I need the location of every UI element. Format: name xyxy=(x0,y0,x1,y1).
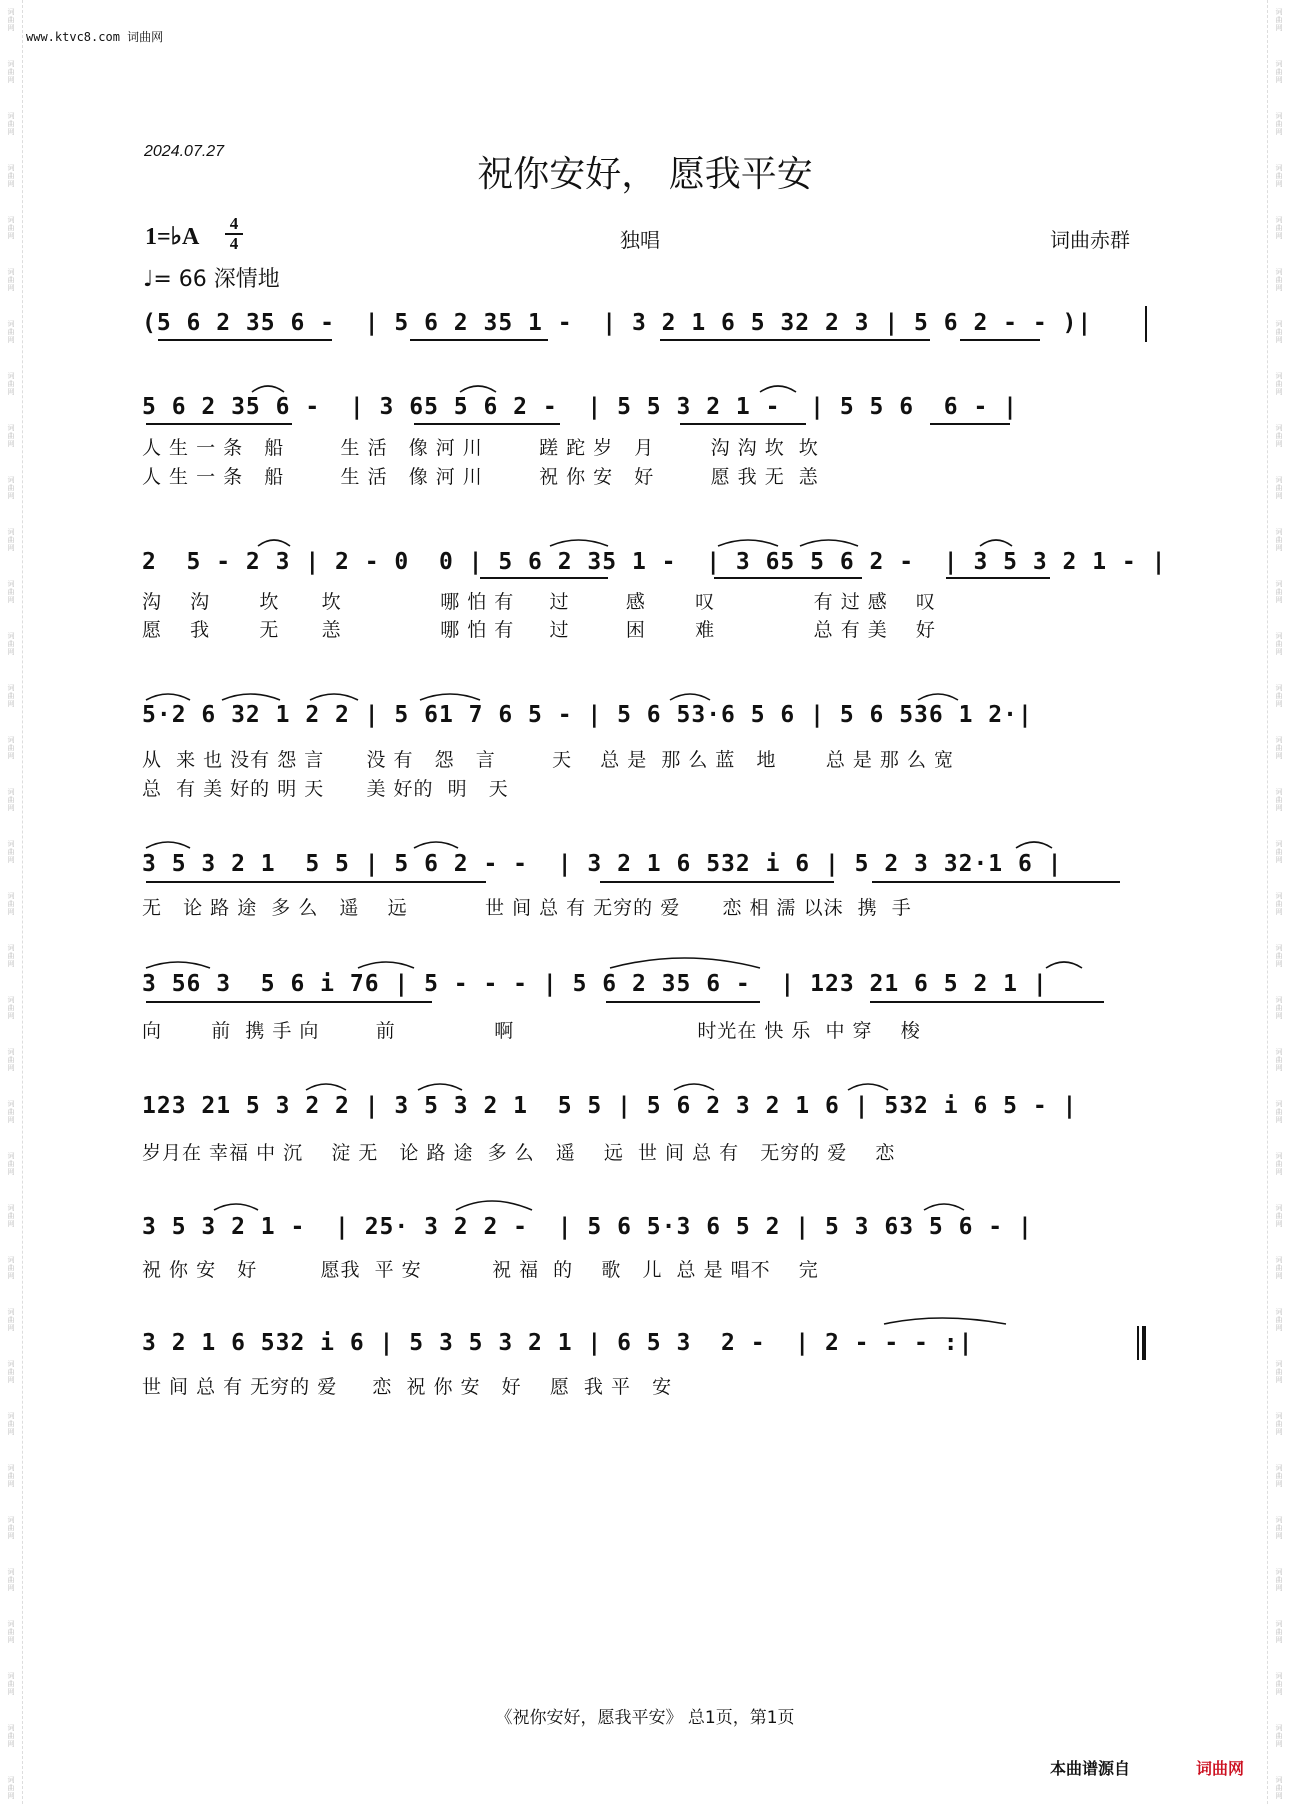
side-watermark-mark: 词 曲 网 xyxy=(7,1672,15,1696)
side-watermark-mark: 词 曲 网 xyxy=(7,372,15,396)
slur-mark xyxy=(550,540,608,546)
score-row-6-notes: 3 56 3 5 6 i 76 | 5 - - - | 5 6 2 35 6 - | 123 21 6 5 2 1 | xyxy=(142,971,1048,997)
score-row-4-notes: 5·2 6 32 1 2 2 | 5 61 7 6 5 - | 5 6 53·6 5 6 | 5 6 536 1 2·| xyxy=(142,702,1033,728)
side-watermark-mark: 词 曲 网 xyxy=(7,1308,15,1332)
page-footer: 《祝你安好，愿我平安》 总1页，第1页 xyxy=(495,1708,795,1728)
slur-mark xyxy=(460,386,496,392)
slur-mark xyxy=(420,694,480,700)
side-watermark-mark: 词 曲 网 xyxy=(7,1412,15,1436)
slur-mark xyxy=(214,1204,258,1210)
side-watermark-mark: 词 曲 网 xyxy=(7,684,15,708)
side-watermark-mark: 词 曲 网 xyxy=(7,216,15,240)
side-watermark-mark: 词 曲 网 xyxy=(7,580,15,604)
side-watermark-mark: 词 曲 网 xyxy=(7,892,15,916)
side-watermark-mark: 词 曲 网 xyxy=(1275,1412,1283,1436)
side-watermark-mark: 词 曲 网 xyxy=(1275,580,1283,604)
key-signature: 1=♭A xyxy=(145,224,200,250)
side-watermark-mark: 词 曲 网 xyxy=(1275,892,1283,916)
side-watermark-mark: 词 曲 网 xyxy=(7,736,15,760)
side-watermark-mark: 词 曲 网 xyxy=(7,1620,15,1644)
score-row-6-lyrics: 向 前 携 手 向 前 啊 时光在 快 乐 中 穿 梭 xyxy=(142,1020,921,1042)
slur-mark xyxy=(610,958,760,968)
side-watermark-mark: 词 曲 网 xyxy=(1275,1256,1283,1280)
side-watermark-mark: 词 曲 网 xyxy=(7,1464,15,1488)
side-watermark-mark: 词 曲 网 xyxy=(7,1724,15,1748)
score-row-7-lyrics: 岁月在 幸福 中 沉 淀 无 论 路 途 多 么 遥 远 世 间 总 有 无穷的 爱 恋 xyxy=(142,1142,896,1164)
slur-mark xyxy=(924,1204,964,1210)
time-signature-bottom: 4 xyxy=(229,234,239,253)
side-watermark-mark: 词 曲 网 xyxy=(1275,1776,1283,1800)
slur-mark xyxy=(718,540,778,546)
side-watermark-mark: 词 曲 网 xyxy=(7,424,15,448)
slur-mark xyxy=(918,694,958,700)
side-watermark-mark: 词 曲 网 xyxy=(1275,840,1283,864)
slur-mark xyxy=(146,842,190,848)
slur-mark xyxy=(670,694,710,700)
side-watermark-mark: 词 曲 网 xyxy=(7,944,15,968)
side-watermark-mark: 词 曲 网 xyxy=(1275,1360,1283,1384)
side-watermark-mark: 词 曲 网 xyxy=(7,8,15,32)
time-signature-top: 4 xyxy=(229,214,239,233)
slur-mark xyxy=(258,540,290,546)
side-watermark-mark: 词 曲 网 xyxy=(7,1152,15,1176)
side-watermark-mark: 词 曲 网 xyxy=(1275,164,1283,188)
performance-type: 独唱 xyxy=(620,228,660,252)
slur-mark xyxy=(456,1201,532,1210)
score-row-1-notes: (5 6 2 35 6 - | 5 6 2 35 1 - | 3 2 1 6 5 32 2 3 | 5 6 2 - - )| xyxy=(142,310,1093,336)
slur-mark xyxy=(306,1084,346,1090)
side-watermark-mark: 词 曲 网 xyxy=(1275,736,1283,760)
score-date: 2024.07.27 xyxy=(144,143,225,160)
slur-mark xyxy=(848,1084,888,1090)
source-url: www.ktvc8.com 词曲网 xyxy=(26,30,164,44)
score-row-7-notes: 123 21 5 3 2 2 | 3 5 3 2 1 5 5 | 5 6 2 3 2 1 6 | 532 i 6 5 - | xyxy=(142,1093,1078,1119)
side-watermark-mark: 词 曲 网 xyxy=(7,528,15,552)
side-watermark-mark: 词 曲 网 xyxy=(7,1256,15,1280)
score-row-5-notes: 3 5 3 2 1 5 5 | 5 6 2 - - | 3 2 1 6 532 i 6 | 5 2 3 32·1 6 | xyxy=(142,851,1063,877)
slur-mark xyxy=(418,1084,462,1090)
score-row-9-lyrics: 世 间 总 有 无穷的 爱 恋 祝 你 安 好 愿 我 平 安 xyxy=(142,1376,673,1398)
side-watermark-mark: 词 曲 网 xyxy=(1275,372,1283,396)
side-watermark-mark: 词 曲 网 xyxy=(1275,1724,1283,1748)
side-watermark-mark: 词 曲 网 xyxy=(1275,1516,1283,1540)
side-watermark-mark: 词 曲 网 xyxy=(7,1516,15,1540)
side-watermark-mark: 词 曲 网 xyxy=(7,1776,15,1800)
slur-mark xyxy=(146,694,190,700)
side-watermark-mark: 词 曲 网 xyxy=(1275,1308,1283,1332)
slur-mark xyxy=(310,694,358,700)
slur-mark xyxy=(1046,962,1082,968)
side-watermark-mark: 词 曲 网 xyxy=(1275,996,1283,1020)
side-watermark-mark: 词 曲 网 xyxy=(7,476,15,500)
score-row-3-lyrics-verse2: 愿 我 无 恙 哪 怕 有 过 困 难 总 有 美 好 xyxy=(142,619,936,641)
side-watermark-mark: 词 曲 网 xyxy=(7,1204,15,1228)
footer-brand-link[interactable]: 词曲网 xyxy=(1196,1759,1245,1778)
side-watermark-mark: 词 曲 网 xyxy=(1275,1204,1283,1228)
side-watermark-mark: 词 曲 网 xyxy=(7,320,15,344)
slur-mark xyxy=(414,842,458,848)
slur-mark xyxy=(146,962,210,968)
side-watermark-mark: 词 曲 网 xyxy=(1275,8,1283,32)
side-watermark-mark: 词 曲 网 xyxy=(1275,112,1283,136)
score-row-2-notes: 5 6 2 35 6 - | 3 65 5 6 2 - | 5 5 3 2 1 - | 5 5 6 6 - | xyxy=(142,394,1018,420)
side-watermark-mark: 词 曲 网 xyxy=(1275,1620,1283,1644)
side-watermark-mark: 词 曲 网 xyxy=(1275,632,1283,656)
side-watermark-mark: 词 曲 网 xyxy=(1275,268,1283,292)
score-row-2-lyrics-verse2: 人 生 一 条 船 生 活 像 河 川 祝 你 安 好 愿 我 无 恙 xyxy=(142,466,819,488)
side-watermark-mark: 词 曲 网 xyxy=(7,632,15,656)
slur-mark xyxy=(800,540,858,546)
side-watermark-mark: 词 曲 网 xyxy=(1275,528,1283,552)
side-watermark-mark: 词 曲 网 xyxy=(7,1360,15,1384)
score-row-3-notes: 2 5 - 2 3 | 2 - 0 0 | 5 6 2 35 1 - | 3 65 5 6 2 - | 3 5 3 2 1 - | xyxy=(142,549,1167,575)
side-watermark-mark: 词 曲 网 xyxy=(7,1100,15,1124)
side-watermark-mark: 词 曲 网 xyxy=(7,1568,15,1592)
slur-mark xyxy=(222,694,280,700)
side-watermark-mark: 词 曲 网 xyxy=(1275,216,1283,240)
slur-mark xyxy=(760,386,796,392)
score-row-8-notes: 3 5 3 2 1 - | 25· 3 2 2 - | 5 6 5·3 6 5 2 | 5 3 63 5 6 - | xyxy=(142,1214,1033,1240)
side-watermark-mark: 词 曲 网 xyxy=(7,788,15,812)
song-title: 祝你安好， 愿我平安 xyxy=(477,154,813,195)
side-watermark-mark: 词 曲 网 xyxy=(7,112,15,136)
score-row-4-lyrics-verse1: 从 来 也 没有 怨 言 没 有 怨 言 天 总 是 那 么 蓝 地 总 是 那 么 宽 xyxy=(142,749,954,771)
side-watermark-mark: 词 曲 网 xyxy=(1275,424,1283,448)
side-watermark-mark: 词 曲 网 xyxy=(1275,1100,1283,1124)
slur-mark xyxy=(252,386,284,392)
score-row-8-lyrics: 祝 你 安 好 愿我 平 安 祝 福 的 歌 儿 总 是 唱不 完 xyxy=(142,1259,819,1281)
side-watermark-mark: 词 曲 网 xyxy=(1275,1048,1283,1072)
score-row-5-lyrics: 无 论 路 途 多 么 遥 远 世 间 总 有 无穷的 爱 恋 相 濡 以沫 携 手 xyxy=(142,897,912,919)
slur-mark xyxy=(884,1318,1006,1324)
side-watermark-mark: 词 曲 网 xyxy=(7,60,15,84)
slur-mark xyxy=(674,1084,714,1090)
side-watermark-mark: 词 曲 网 xyxy=(1275,1568,1283,1592)
tempo-marking: ♩= 66 深情地 xyxy=(143,267,280,292)
side-watermark-mark: 词 曲 网 xyxy=(1275,788,1283,812)
footer-source-label: 本曲谱源自 xyxy=(1050,1759,1131,1778)
slur-mark xyxy=(1016,842,1052,848)
side-watermark-mark: 词 曲 网 xyxy=(1275,1672,1283,1696)
score-row-9-notes: 3 2 1 6 532 i 6 | 5 3 5 3 2 1 | 6 5 3 2 - | 2 - - - :| xyxy=(142,1330,974,1356)
side-watermark-mark: 词 曲 网 xyxy=(7,268,15,292)
side-watermark-mark: 词 曲 网 xyxy=(7,164,15,188)
side-watermark-mark: 词 曲 网 xyxy=(7,840,15,864)
slur-mark xyxy=(358,962,414,968)
composer-credit: 词曲赤群 xyxy=(1050,228,1130,252)
side-watermark-mark: 词 曲 网 xyxy=(7,996,15,1020)
side-watermark-mark: 词 曲 网 xyxy=(1275,1152,1283,1176)
score-row-4-lyrics-verse2: 总 有 美 好的 明 天 美 好的 明 天 xyxy=(142,778,509,800)
slur-mark xyxy=(980,540,1012,546)
side-watermark-mark: 词 曲 网 xyxy=(1275,684,1283,708)
side-watermark-mark: 词 曲 网 xyxy=(1275,1464,1283,1488)
side-watermark-mark: 词 曲 网 xyxy=(1275,944,1283,968)
side-watermark-mark: 词 曲 网 xyxy=(1275,476,1283,500)
score-row-3-lyrics-verse1: 沟 沟 坎 坎 哪 怕 有 过 感 叹 有 过 感 叹 xyxy=(142,591,936,613)
side-watermark-mark: 词 曲 网 xyxy=(1275,60,1283,84)
side-watermark-mark: 词 曲 网 xyxy=(1275,320,1283,344)
side-watermark-mark: 词 曲 网 xyxy=(7,1048,15,1072)
score-row-2-lyrics-verse1: 人 生 一 条 船 生 活 像 河 川 蹉 跎 岁 月 沟 沟 坎 坎 xyxy=(142,437,819,459)
